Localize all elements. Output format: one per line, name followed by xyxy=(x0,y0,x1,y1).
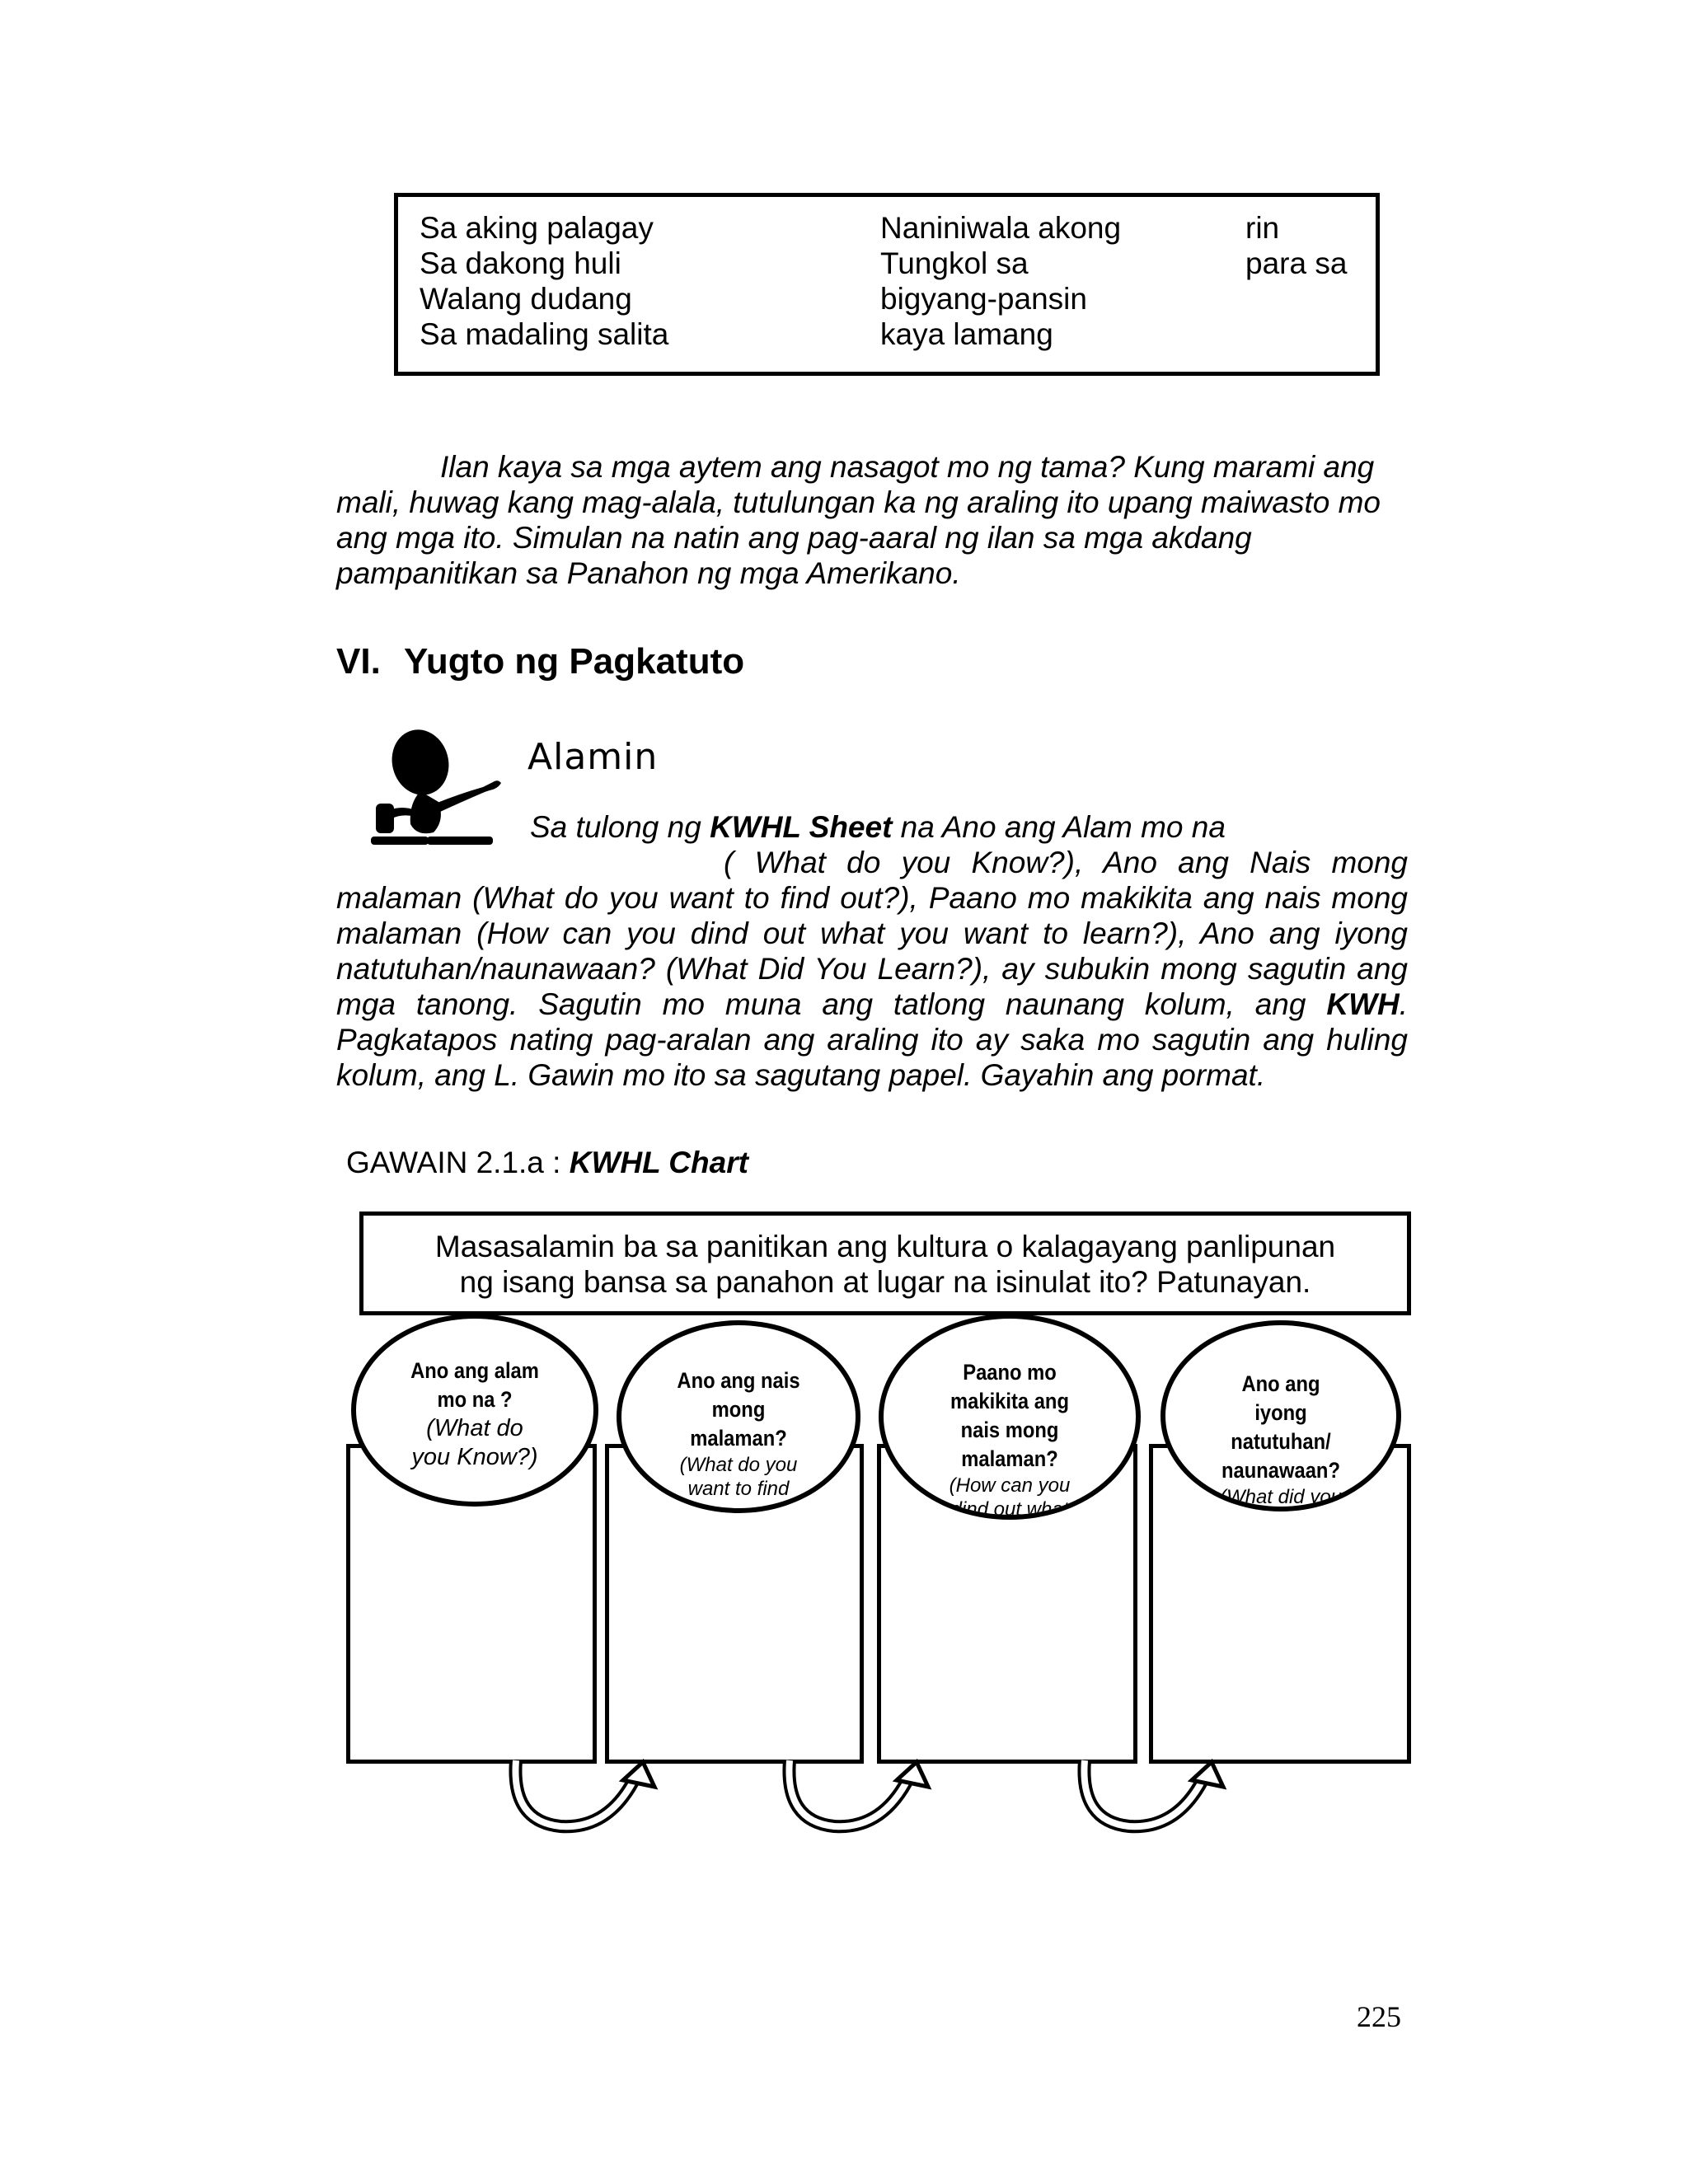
bubble-question: malaman? xyxy=(961,1446,1058,1471)
intro-line: Ilan kaya sa mga aytem ang nasagot mo ng tama? Kung marami ang xyxy=(440,450,1375,484)
gawain-number: GAWAIN 2.1.a : xyxy=(346,1146,570,1179)
kwhl-question-box xyxy=(359,1212,1411,1315)
bubble-question: nais mong xyxy=(960,1418,1059,1442)
intro-line: mali, huwag kang mag-alala, tutulungan ka ng araling ito upang maiwasto mo xyxy=(336,485,1381,519)
kwhl-bubble-l xyxy=(1160,1320,1401,1511)
kwhl-sheet-term: KWHL Sheet xyxy=(710,810,893,844)
bubble-question: mong xyxy=(711,1397,766,1422)
phrase-column-a xyxy=(420,210,668,352)
phrase: para sa xyxy=(1245,246,1348,280)
bubble-english: want to find xyxy=(687,1478,790,1500)
bubble-english: (What do you xyxy=(679,1454,798,1476)
kwhl-bubble-w xyxy=(617,1320,860,1513)
bubble-question: Ano ang alam xyxy=(410,1358,539,1383)
phrase-column-c xyxy=(1245,210,1347,281)
bubble-english: (What did you xyxy=(1219,1486,1343,1508)
phrase: Tungkol sa xyxy=(880,246,1029,280)
curved-arrow-icon xyxy=(789,1760,928,1826)
kwhl-line: natutuhan/naunawaan? (What Did You Learn?), ay subukin mong sagutin ang xyxy=(336,952,1408,986)
flow-arrows xyxy=(495,1755,1236,1854)
question-line: Masasalamin ba sa panitikan ang kultura o kalagayang panlipunan xyxy=(434,1230,1336,1263)
bubble-question: natutuhan/ xyxy=(1231,1429,1331,1454)
bubble-english: you Know?) xyxy=(411,1444,538,1470)
kwhl-line: malaman (How can you dind out what you want to learn?), Ano ang iyong xyxy=(336,916,1408,950)
bubble-question: makikita ang xyxy=(950,1389,1069,1413)
bubble-question: naunawaan? xyxy=(1221,1458,1340,1483)
intro-line: ang mga ito. Simulan na natin ang pag-aaral ng ilan sa mga akdang xyxy=(336,521,1252,555)
curved-arrow-icon xyxy=(1084,1760,1223,1826)
kwhl-line: ( What do you Know?), Ano ang Nais mong xyxy=(724,846,1408,879)
bubble-question: Ano ang nais xyxy=(677,1368,800,1393)
bubble-english: dind out what xyxy=(950,1498,1069,1520)
kwhl-line xyxy=(336,809,1408,845)
kwhl-line-start: Sa tulong ng xyxy=(530,810,710,844)
kwhl-line xyxy=(336,987,1408,1022)
bubble-english: (What do xyxy=(426,1415,523,1441)
kwh-term: KWH xyxy=(1326,987,1400,1021)
phrase: kaya lamang xyxy=(880,317,1053,351)
bubble-english: (How can you xyxy=(949,1474,1071,1497)
section-title: Yugto ng Pagkatuto xyxy=(404,641,745,682)
bubble-question: Paano mo xyxy=(963,1360,1057,1385)
alamin-title: Alamin xyxy=(528,736,659,778)
kwhl-line: kolum, ang L. Gawin mo ito sa sagutang papel. Gayahin ang pormat. xyxy=(336,1058,1266,1092)
phrase: Sa dakong huli xyxy=(420,246,621,280)
bubble-question: Ano ang xyxy=(1241,1371,1320,1396)
phrase: Sa madaling salita xyxy=(420,317,669,351)
bubble-question: malaman? xyxy=(690,1426,787,1451)
phrase: Sa aking palagay xyxy=(420,211,654,245)
kwhl-paragraph xyxy=(336,809,1408,1093)
phrase: Naniniwala akong xyxy=(880,211,1122,245)
phrase: rin xyxy=(1245,211,1280,245)
bubble-question: iyong xyxy=(1254,1400,1307,1425)
kwhl-bubble-h xyxy=(879,1314,1141,1520)
kwhl-line-end: na Ano ang Alam mo na xyxy=(892,810,1226,844)
phrase: Walang dudang xyxy=(420,282,632,316)
gawain-title: KWHL Chart xyxy=(569,1146,748,1179)
intro-paragraph xyxy=(336,449,1408,591)
bubble-question: mo na ? xyxy=(437,1387,513,1412)
gawain-label xyxy=(346,1146,748,1180)
page-number: 225 xyxy=(1357,2000,1401,2033)
phrase-box xyxy=(394,193,1380,376)
kwh-period: . xyxy=(1399,987,1408,1021)
kwhl-line: malaman (What do you want to find out?), Paano mo makikita ang nais mong xyxy=(336,881,1408,915)
kwhl-bubble-k xyxy=(351,1314,598,1507)
phrase-column-b xyxy=(880,210,1121,352)
phrase: bigyang-pansin xyxy=(880,282,1087,316)
intro-line: pampanitikan sa Panahon ng mga Amerikano. xyxy=(336,556,961,590)
question-line: ng isang bansa sa panahon at lugar na isinulat ito? Patunayan. xyxy=(459,1265,1311,1299)
kwhl-line-text: mga tanong. Sagutin mo muna ang tatlong naunang kolum, ang xyxy=(336,987,1306,1021)
kwhl-line: Pagkatapos nating pag-aralan ang araling ito ay saka mo sagutin ang huling xyxy=(336,1023,1408,1057)
curved-arrow-icon xyxy=(515,1760,654,1826)
section-number: VI. xyxy=(336,641,381,682)
section-heading xyxy=(336,641,744,682)
